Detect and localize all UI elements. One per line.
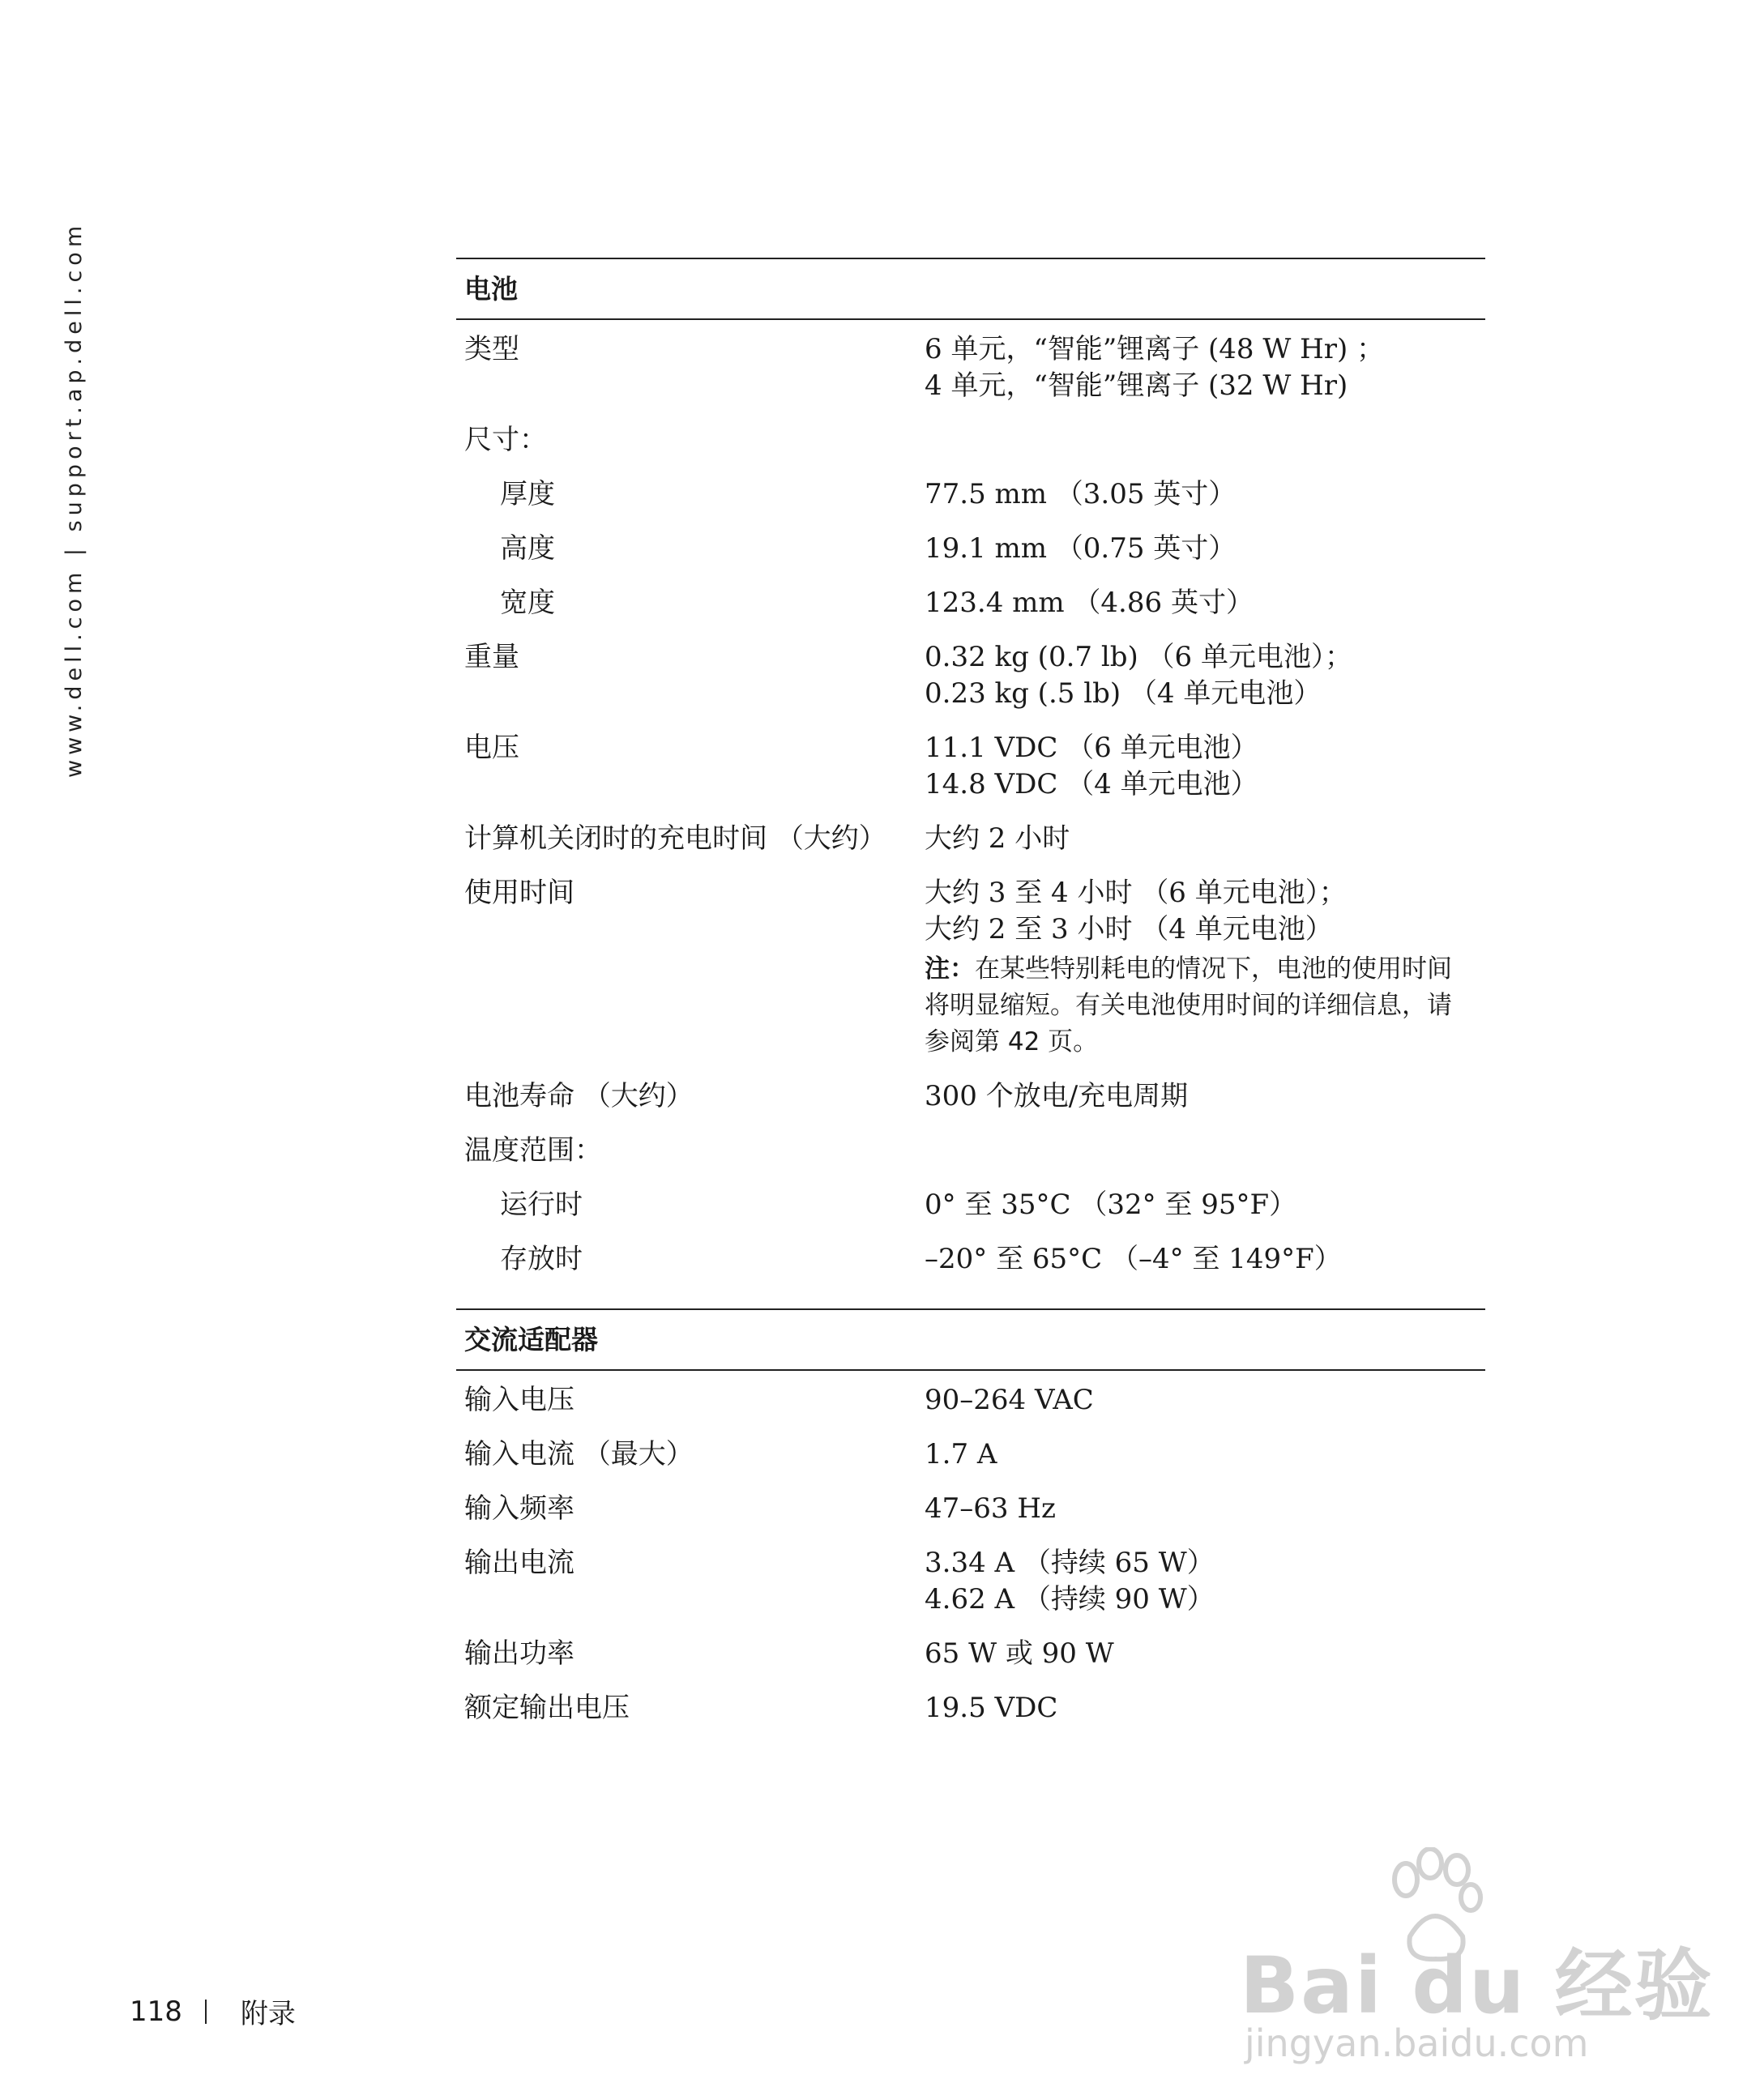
spec-value <box>925 422 1485 459</box>
spec-value <box>925 1491 1485 1527</box>
spec-value <box>925 1636 1485 1672</box>
spec-value-line: 1.7 A <box>925 1438 997 1470</box>
spec-label: 电压 <box>464 732 519 764</box>
spec-row <box>456 1115 1485 1169</box>
spec-value-line: 0° 至 35°C （32° 至 95°F） <box>925 1189 1297 1221</box>
note-label: 注： <box>925 954 975 984</box>
spec-value <box>925 821 1485 857</box>
spec-row <box>456 513 1485 567</box>
spec-value <box>925 639 1485 712</box>
spec-label: 重量 <box>464 641 519 673</box>
spec-value <box>925 1133 1485 1169</box>
spec-value <box>925 476 1485 513</box>
spec-label: 类型 <box>464 333 519 365</box>
section-title: 电池 <box>464 273 518 305</box>
spec-label: 温度范围： <box>464 1134 602 1167</box>
spec-value <box>925 585 1485 621</box>
spec-value-line: 0.32 kg (0.7 lb) （6 单元电池）； <box>925 641 1352 673</box>
spec-value <box>925 730 1485 803</box>
spec-row <box>456 459 1485 513</box>
spec-row <box>456 1061 1485 1115</box>
side-url: www.dell.com | support.ap.dell.com <box>62 220 87 778</box>
spec-row <box>456 320 1485 404</box>
spec-row <box>456 1223 1485 1278</box>
spec-value-line: 47–63 Hz <box>925 1492 1056 1525</box>
spec-row <box>456 1473 1485 1527</box>
spec-row <box>456 1419 1485 1473</box>
spec-value-line: –20° 至 65°C （–4° 至 149°F） <box>925 1243 1342 1275</box>
spec-label: 运行时 <box>500 1189 583 1221</box>
spec-value-line: 123.4 mm （4.86 英寸） <box>925 587 1254 619</box>
spec-label: 输出功率 <box>464 1637 575 1670</box>
spec-value <box>925 1690 1485 1727</box>
spec-value-line: 19.5 VDC <box>925 1692 1058 1724</box>
spec-value <box>925 1545 1485 1618</box>
spec-value-line: 11.1 VDC （6 单元电池） <box>925 732 1258 764</box>
spec-value-line: 6 单元，“智能”锂离子 (48 W Hr) ； <box>925 333 1385 365</box>
spec-value <box>925 875 1485 1061</box>
spec-label: 输入电流 （最大） <box>464 1438 694 1470</box>
spec-value-line: 77.5 mm （3.05 英寸） <box>925 478 1237 510</box>
baidu-watermark <box>1240 1847 1714 2066</box>
spec-row <box>456 1371 1485 1419</box>
spec-value-line: 0.23 kg (.5 lb) （4 单元电池） <box>925 677 1322 710</box>
spec-value-line: 大约 2 小时 <box>925 822 1070 855</box>
spec-label: 使用时间 <box>464 877 575 909</box>
spec-value-line: 65 W 或 90 W <box>925 1637 1114 1670</box>
spec-value-line: 3.34 A （持续 65 W） <box>925 1547 1215 1579</box>
footer-section: 附录 <box>240 1998 296 2030</box>
spec-value-line: 14.8 VDC （4 单元电池） <box>925 768 1258 800</box>
spec-note <box>925 951 1459 1061</box>
footer-divider <box>205 2000 207 2024</box>
spec-label: 计算机关闭时的充电时间 （大约） <box>464 822 886 855</box>
spec-label: 输入频率 <box>464 1492 575 1525</box>
watermark-logo: Bai du 经验 <box>1240 1940 1714 2031</box>
spec-row <box>456 803 1485 857</box>
watermark-url: jingyan.baidu.com <box>1245 2021 1589 2065</box>
spec-table <box>456 258 1485 1727</box>
spec-value <box>925 1241 1485 1278</box>
spec-value <box>925 1382 1485 1419</box>
page-number: 118 <box>130 1995 182 2028</box>
spec-value-line: 4 单元，“智能”锂离子 (32 W Hr) <box>925 369 1348 402</box>
spec-row <box>456 621 1485 712</box>
spec-label: 输入电压 <box>464 1384 575 1416</box>
spec-row <box>456 567 1485 621</box>
spec-value <box>925 531 1485 567</box>
spec-value-line: 300 个放电/充电周期 <box>925 1080 1189 1112</box>
spec-label: 额定输出电压 <box>464 1692 630 1724</box>
spec-label: 厚度 <box>500 478 555 510</box>
spec-row <box>456 404 1485 459</box>
spec-value <box>925 1187 1485 1223</box>
spec-value-line: 大约 3 至 4 小时 （6 单元电池）； <box>925 877 1347 909</box>
spec-value-line: 大约 2 至 3 小时 （4 单元电池） <box>925 913 1333 945</box>
spec-label: 电池寿命 （大约） <box>464 1080 694 1112</box>
note-text: 在某些特别耗电的情况下，电池的使用时间将明显缩短。有关电池使用时间的详细信息，请参阅第 42 页。 <box>925 954 1452 1056</box>
spec-label: 高度 <box>500 532 555 565</box>
section-title: 交流适配器 <box>464 1324 598 1355</box>
spec-value <box>925 331 1485 404</box>
page-footer <box>130 1991 296 2031</box>
spec-value-line: 4.62 A （持续 90 W） <box>925 1583 1215 1616</box>
spec-label: 宽度 <box>500 587 555 619</box>
spec-label: 尺寸： <box>464 424 547 456</box>
spec-value <box>925 1078 1485 1115</box>
spec-label: 输出电流 <box>464 1547 575 1579</box>
spec-row <box>456 712 1485 803</box>
spec-value-line: 19.1 mm （0.75 英寸） <box>925 532 1237 565</box>
spec-value-line: 90–264 VAC <box>925 1384 1094 1416</box>
section-gap <box>456 1278 1485 1308</box>
spec-row <box>456 1672 1485 1727</box>
spec-row <box>456 1527 1485 1618</box>
spec-label: 存放时 <box>500 1243 583 1275</box>
spec-row <box>456 1169 1485 1223</box>
spec-value <box>925 1436 1485 1473</box>
spec-row <box>456 857 1485 1061</box>
spec-row <box>456 1618 1485 1672</box>
